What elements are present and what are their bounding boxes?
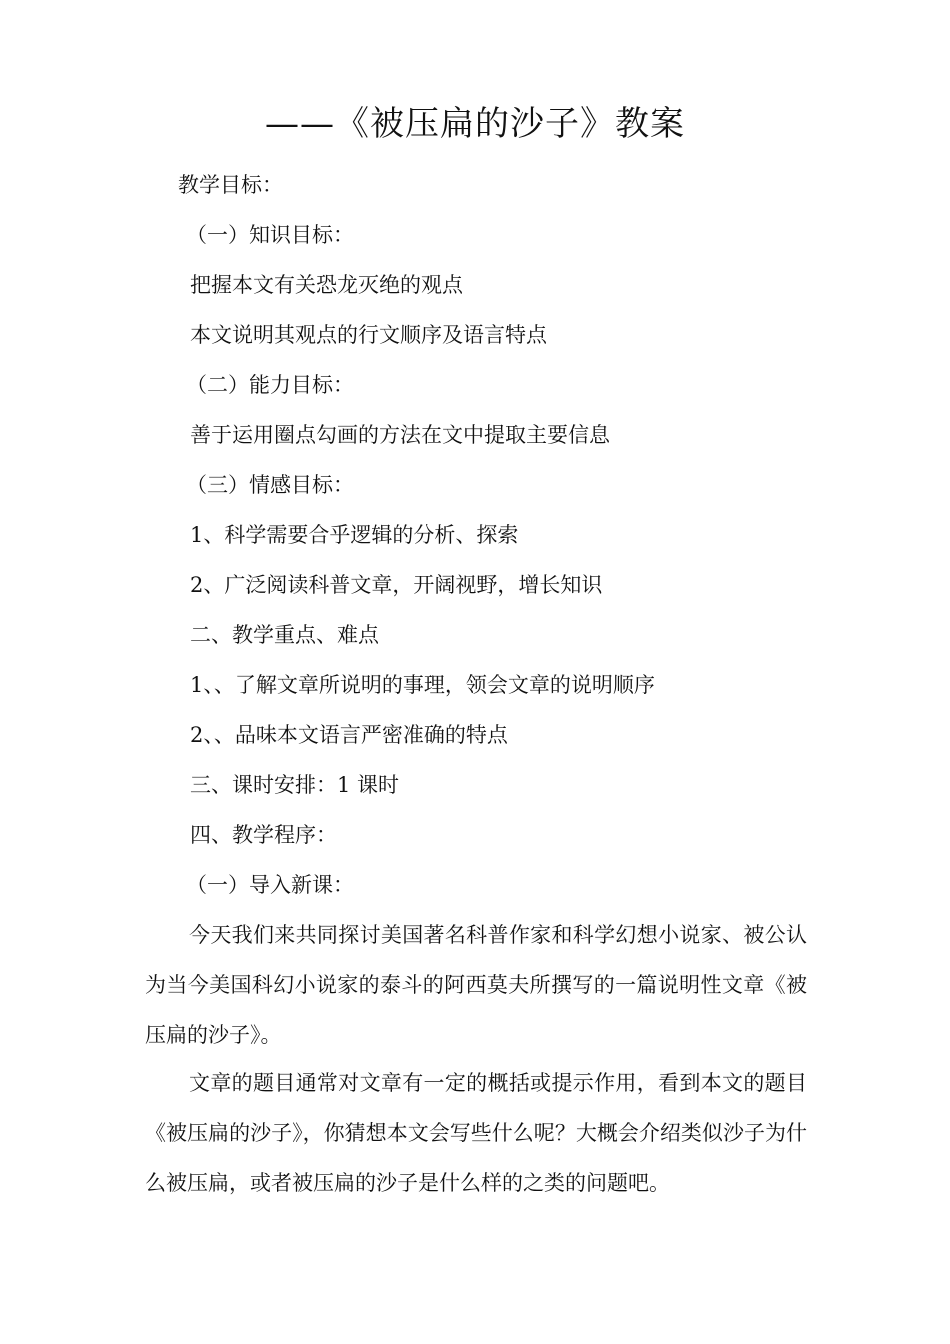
knowledge-goal-2: 本文说明其观点的行文顺序及语言特点	[190, 323, 547, 347]
procedure-heading: 四、教学程序：	[190, 823, 337, 847]
emotion-goal-1: 1、科学需要合乎逻辑的分析、探索	[190, 523, 519, 547]
intro-paragraph-1: 今天我们来共同探讨美国著名科普作家和科学幻想小说家、被公认为当今美国科幻小说家的泰斗的阿西莫夫所撰写的一篇说明性文章《被压扁的沙子》。	[145, 923, 807, 1047]
key-point-2: 2、、品味本文语言严密准确的特点	[190, 723, 508, 747]
schedule-heading: 三、课时安排：1 课时	[190, 773, 400, 797]
intro-heading: （一）导入新课：	[186, 873, 354, 897]
ability-goal-1: 善于运用圈点勾画的方法在文中提取主要信息	[190, 423, 610, 447]
document-title: ——《被压扁的沙子》教案	[265, 104, 685, 144]
emotion-goals-heading: （三）情感目标：	[186, 473, 354, 497]
knowledge-goal-1: 把握本文有关恐龙灭绝的观点	[190, 273, 463, 297]
intro-paragraph-2: 文章的题目通常对文章有一定的概括或提示作用，看到本文的题目《被压扁的沙子》，你猜想本文会写些什么呢？大概会介绍类似沙子为什么被压扁，或者被压扁的沙子是什么样的之类的问题吧。	[145, 1071, 807, 1195]
ability-goals-heading: （二）能力目标：	[186, 373, 354, 397]
knowledge-goals-heading: （一）知识目标：	[186, 223, 354, 247]
key-point-1: 1、、了解文章所说明的事理，领会文章的说明顺序	[190, 673, 655, 697]
teaching-goals-heading: 教学目标：	[178, 173, 283, 197]
key-points-heading: 二、教学重点、难点	[190, 623, 379, 647]
emotion-goal-2: 2、广泛阅读科普文章，开阔视野，增长知识	[190, 573, 603, 597]
